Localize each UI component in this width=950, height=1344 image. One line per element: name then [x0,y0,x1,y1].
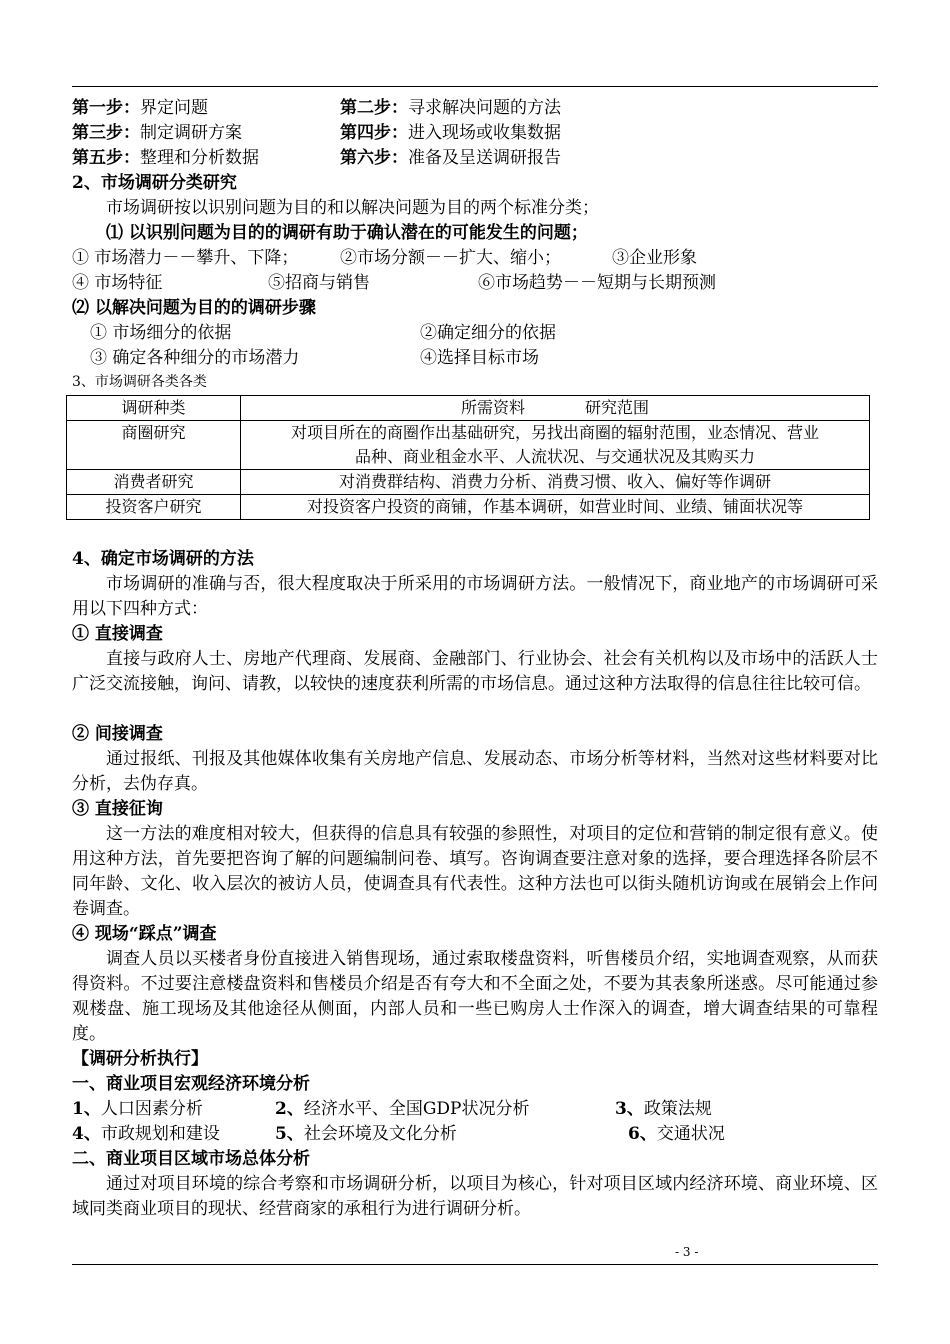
step-text: 准备及呈送调研报告 [408,148,561,168]
method-2-text: 通过报纸、刊报及其他媒体收集有关房地产信息、发展动态、市场分析等材料，当然对这些材料要对比分析，去伪存真。 [72,749,878,794]
table-cell: 对投资客户投资的商铺，作基本调研，如营业时间、业绩、铺面状况等 [241,495,870,520]
factor-text: 社会环境及文化分析 [303,1124,457,1144]
table-cell: 投资客户研究 [67,495,241,520]
section-2-heading: 2、市场调研分类研究 [72,173,237,193]
factor-item [615,1097,712,1121]
list-item: ②市场分额－－扩大、缩小； [340,248,561,268]
step-label: 第二步： [340,98,408,118]
header-rule [72,86,878,87]
section-4-intro: 市场调研的准确与否，很大程度取决于所采用的市场调研方法。一般情况下，商业地产的市场调研可采用以下四种方式： [72,574,878,619]
table-cell: 消费者研究 [67,470,241,495]
step-label: 第一步： [72,98,140,118]
factor-num: 2、 [275,1099,304,1119]
table-cell: 对消费群结构、消费力分析、消费习惯、收入、偏好等作调研 [241,470,870,495]
step-2 [340,96,561,120]
factor-num: 4、 [72,1124,101,1144]
table-row [67,495,870,520]
step-text: 进入现场或收集数据 [408,123,561,143]
factor-text: 市政规划和建设 [100,1124,220,1144]
factor-item [628,1122,725,1146]
execution-h2: 二、商业项目区域市场总体分析 [72,1149,310,1169]
section-3-heading: 3、市场调研各类各类 [72,374,207,390]
step-text: 制定调研方案 [140,123,242,143]
factor-text: 政策法规 [643,1099,712,1119]
factor-item [72,1097,203,1121]
table-header-row [67,396,870,421]
method-1-heading: ① 直接调查 [72,624,163,644]
table-header-cell: 研究范围 [585,398,650,417]
cell-line: 对项目所在的商圈作出基础研究，另找出商圈的辐射范围，业态情况、营业 [290,423,819,442]
factor-item [275,1097,530,1121]
table-cell: 商圈研究 [67,421,241,470]
step-3 [72,121,242,145]
method-2-heading: ② 间接调查 [72,724,163,744]
list-item: ① 市场潜力－－攀升、下降； [72,248,299,268]
factor-item [72,1122,220,1146]
list-item: ⑥市场趋势－－短期与长期预测 [478,273,716,293]
execution-p2: 通过对项目环境的综合考察和市场调研分析，以项目为核心，针对项目区域内经济环境、商业环境、区域同类商业项目的现状、经营商家的承租行为进行调研分析。 [72,1174,878,1219]
list-item: ⑤招商与销售 [268,273,370,293]
factor-num: 3、 [615,1099,644,1119]
section-2-sub2: ⑵ 以解决问题为目的的调研步骤 [72,298,316,318]
factor-item [275,1122,457,1146]
step-label: 第三步： [72,123,140,143]
step-1 [72,96,208,120]
table-cell [241,421,870,470]
list-item: ① 市场细分的依据 [90,323,232,343]
table-row [67,470,870,495]
execution-h1: 一、商业项目宏观经济环境分析 [72,1074,310,1094]
list-item: ③ 确定各种细分的市场潜力 [90,348,300,368]
footer-rule [72,1264,878,1265]
factor-num: 6、 [628,1124,657,1144]
table-row [67,421,870,470]
research-table [66,395,870,520]
step-label: 第五步： [72,148,140,168]
list-item: ④ 市场特征 [72,273,163,293]
method-4-heading: ④ 现场“踩点”调查 [72,924,217,944]
method-3-text: 这一方法的难度相对较大，但获得的信息具有较强的参照性，对项目的定位和营销的制定很有意义。使用这种方法，首先要把咨询了解的问题编制问卷、填写。咨询调查要注意对象的选择，要合理选择各阶层不同年龄、文化、收入层次的被访人员，使调查具有代表性。这种方法也可以街头随机访询或在展销会上作问卷调查。 [72,824,878,919]
step-text: 整理和分析数据 [140,148,259,168]
list-item: ③企业形象 [612,248,697,268]
table-header-cell: 所需资料 [460,398,525,417]
step-6 [340,146,561,170]
table-header-cell: 调研种类 [67,396,241,421]
method-1-text: 直接与政府人士、房地产代理商、发展商、金融部门、行业协会、社会有关机构以及市场中的活跃人士广泛交流接触，询问、请教，以较快的速度获利所需的市场信息。通过这种方法取得的信息往往比较可信。 [72,649,878,694]
step-4 [340,121,561,145]
section-4-heading: 4、确定市场调研的方法 [72,549,254,569]
section-2-sub1: ⑴ 以识别问题为目的的调研有助于确认潜在的可能发生的问题； [106,223,588,243]
cell-line: 品种、商业租金水平、人流状况、与交通状况及其购买力 [354,447,755,466]
execution-heading: 【调研分析执行】 [72,1049,208,1069]
factor-text: 交通状况 [656,1124,725,1144]
list-item: ④选择目标市场 [420,348,539,368]
step-text: 寻求解决问题的方法 [408,98,561,118]
list-item: ②确定细分的依据 [420,323,556,343]
table-header-cell [241,396,870,421]
factor-text: 人口因素分析 [100,1099,203,1119]
method-4-text: 调查人员以买楼者身份直接进入销售现场，通过索取楼盘资料，听售楼员介绍，实地调查观察，从而获得资料。不过要注意楼盘资料和售楼员介绍是否有夸大和不全面之处，不要为其表象所迷惑。尽可能通过参观楼盘、施工现场及其他途径从侧面，内部人员和一些已购房人士作深入的调查，增大调查结果的可靠程度。 [72,949,878,1044]
step-5 [72,146,259,170]
step-text: 界定问题 [140,98,208,118]
factor-text: 经济水平、全国GDP状况分析 [303,1099,530,1119]
page-number: - 3 - [675,1245,699,1259]
step-label: 第六步： [340,148,408,168]
factor-num: 5、 [275,1124,304,1144]
method-3-heading: ③ 直接征询 [72,799,163,819]
step-label: 第四步： [340,123,408,143]
factor-num: 1、 [72,1099,101,1119]
section-2-intro: 市场调研按以识别问题为目的和以解决问题为目的两个标准分类； [106,198,599,218]
